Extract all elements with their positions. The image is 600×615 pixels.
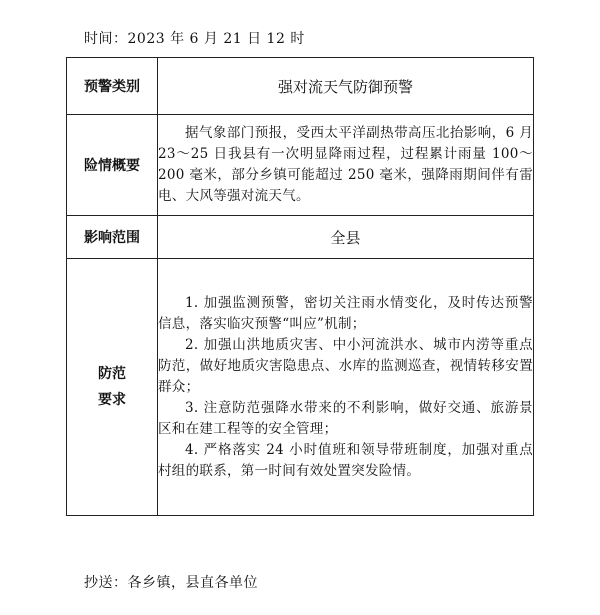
table-row-requirements — [67, 259, 534, 516]
requirement-item-2: 2. 加强山洪地质灾害、中小河流洪水、城市内涝等重点防范，做好地质灾害隐患点、水库的监测巡查，视情转移安置群众； — [158, 336, 533, 395]
overview-label: 险情概要 — [67, 115, 158, 216]
requirements-label-line2: 要求 — [98, 392, 126, 408]
warning-type-label: 预警类别 — [67, 58, 158, 115]
requirement-item-4: 4. 严格落实 24 小时值班和领导带班制度，加强对重点村组的联系，第一时间有效处置突发险情。 — [158, 441, 533, 479]
requirement-item-1: 1. 加强监测预警，密切关注雨水情变化，及时传达预警信息，落实临灾预警“叫应”机制； — [158, 294, 533, 332]
table-row-overview — [67, 115, 534, 216]
warning-table — [66, 57, 534, 516]
table-row-warning-type — [67, 58, 534, 115]
scope-label: 影响范围 — [67, 216, 158, 259]
requirements-label-line1: 防范 — [98, 366, 126, 382]
cc-line: 抄送：各乡镇，县直各单位 — [84, 575, 258, 591]
time-line: 时间：2023 年 6 月 21 日 12 时 — [84, 31, 305, 47]
overview-text: 据气象部门预报，受西太平洋副热带高压北抬影响，6 月 23～25 日我县有一次明显降雨过程，过程累计雨量 100～200 毫米，部分乡镇可能超过 250 毫米，强降雨期间伴有雷电、大风等强对流天气。 — [158, 125, 533, 204]
warning-type-value: 强对流天气防御预警 — [158, 58, 534, 115]
table-row-scope — [67, 216, 534, 259]
overview-cell — [158, 115, 534, 216]
requirements-label — [67, 259, 158, 516]
requirements-cell — [158, 259, 534, 516]
scope-value: 全县 — [158, 216, 534, 259]
requirement-item-3: 3. 注意防范强降水带来的不利影响，做好交通、旅游景区和在建工程等的安全管理； — [158, 399, 533, 437]
